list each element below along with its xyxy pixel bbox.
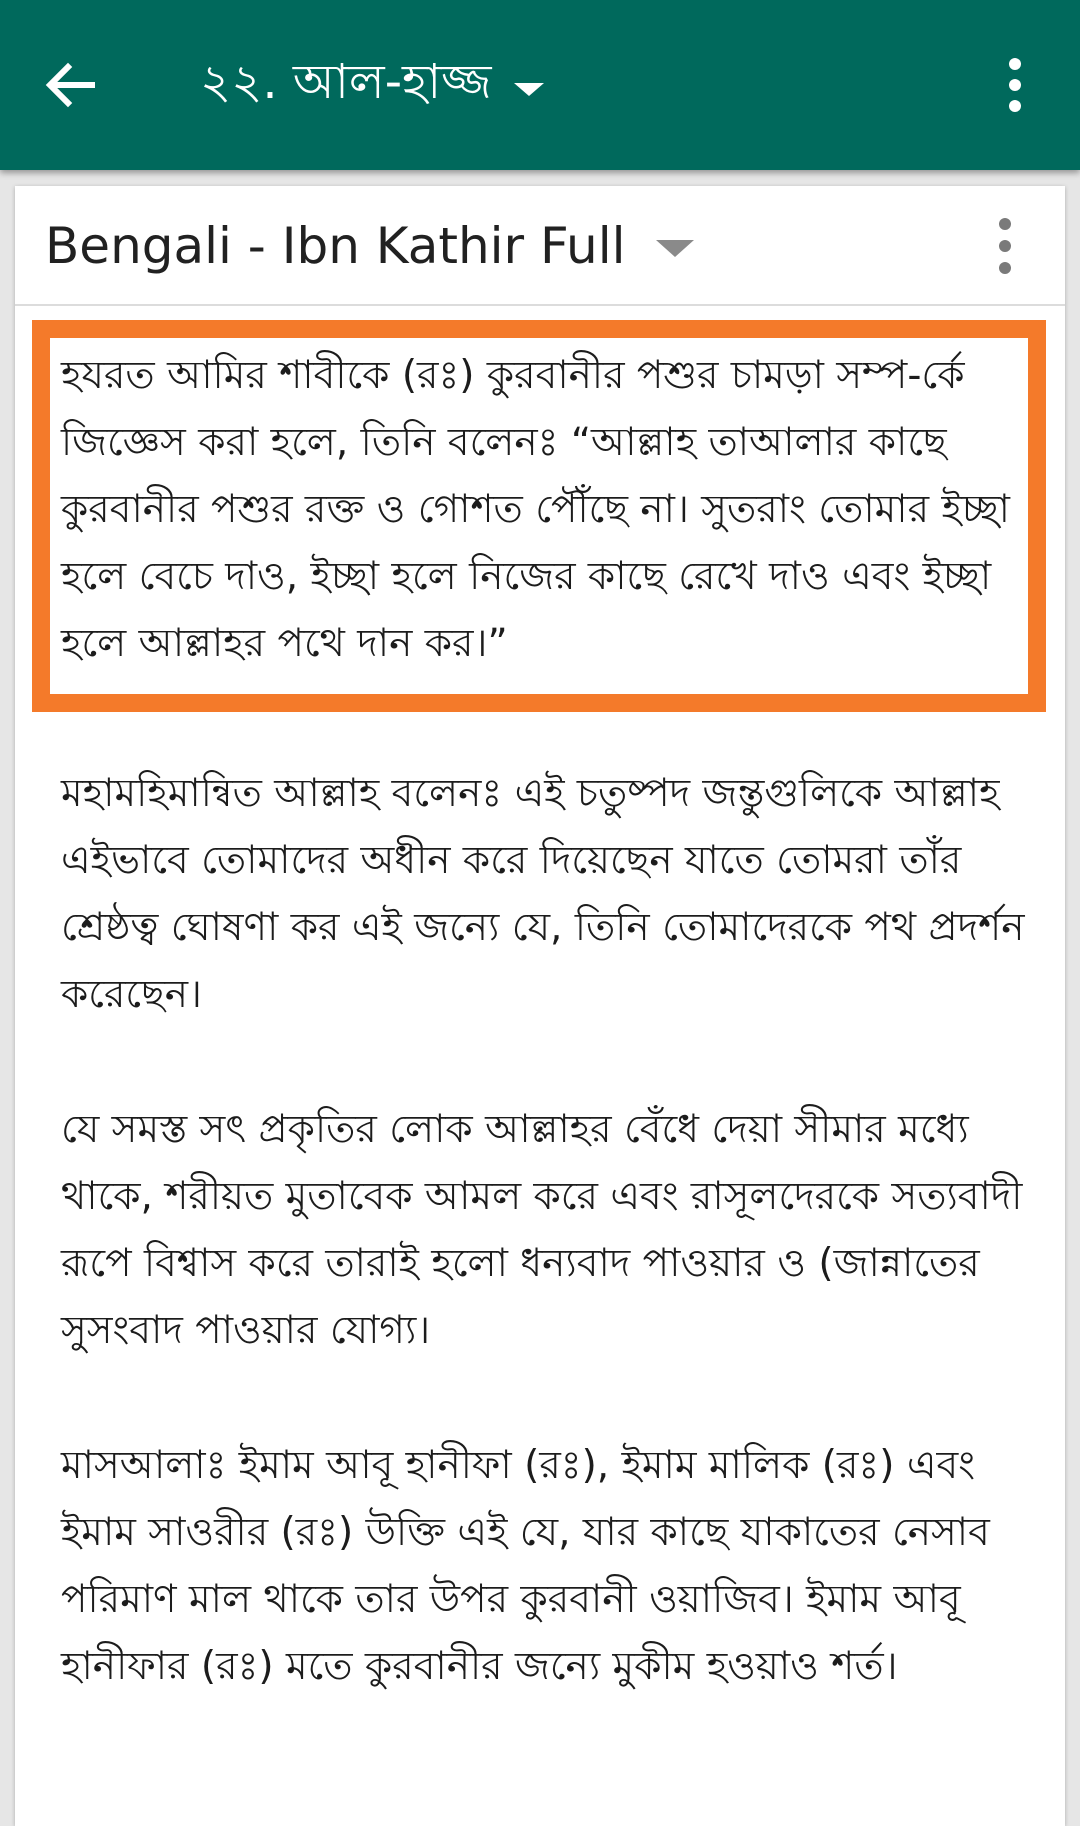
translation-selector[interactable] <box>45 206 694 286</box>
card-header <box>15 186 1065 306</box>
surah-selector[interactable] <box>200 42 544 128</box>
caret-down-icon <box>656 240 694 257</box>
tafsir-card <box>15 186 1065 1826</box>
tafsir-paragraph: হযরত আমির শাবীকে (রঃ) কুরবানীর পশুর চামড়া সম্প-র্কে জিজ্ঞেস করা হলে, তিনি বলেনঃ “আল্লাহ তাআলার কাছে কুরবানীর পশুর রক্ত ও গোশত পৌঁছে না। সুতরাং তোমার ইচ্ছা হলে বেচে দাও, ইচ্ছা হলে নিজের কাছে রেখে দাও এবং ইচ্ছা হলে আল্লাহর পথে দান কর।” <box>61 353 1010 666</box>
more-vertical-icon <box>999 218 1011 230</box>
more-vertical-icon <box>1009 58 1021 70</box>
caret-down-icon <box>514 83 544 96</box>
app-bar <box>0 0 1080 170</box>
tafsir-paragraph: যে সমস্ত সৎ প্রকৃতির লোক আল্লাহর বেঁধে দেয়া সীমার মধ্যে থাকে, শরীয়ত মুতাবেক আমল করে এবং রাসূলদেরকে সত্যবাদী রূপে বিশ্বাস করে তারাই হলো ধন্যবাদ পাওয়ার ও (জান্নাতের সুসংবাদ পাওয়ার যোগ্য। <box>61 1107 1023 1353</box>
overflow-menu-button[interactable] <box>980 45 1050 125</box>
back-button[interactable] <box>30 45 110 125</box>
tafsir-paragraph: মহামহিমান্বিত আল্লাহ বলেনঃ এই চতুষ্পদ জন্তুগুলিকে আল্লাহ এইভাবে তোমাদের অধীন করে দিয়েছেন যাতে তোমরা তাঁর শ্রেষ্ঠত্ব ঘোষণা কর এই জন্যে যে, তিনি তোমাদেরকে পথ প্রদর্শন করেছেন। <box>61 771 1025 1017</box>
card-overflow-menu-button[interactable] <box>975 206 1035 286</box>
arrow-left-icon <box>42 57 98 113</box>
surah-title: ২২. আল-হাজ্জ <box>200 53 492 110</box>
translation-name: Bengali - Ibn Kathir Full <box>45 217 626 275</box>
tafsir-paragraph: মাসআলাঃ ইমাম আবূ হানীফা (রঃ), ইমাম মালিক (রঃ) এবং ইমাম সাওরীর (রঃ) উক্তি এই যে, যার কাছে যাকাতের নেসাব পরিমাণ মাল থাকে তার উপর কুরবানী ওয়াজিব। ইমাম আবূ হানীফার (রঃ) মতে কুরবানীর জন্যে মুকীম হওয়াও শর্ত। <box>61 1443 990 1689</box>
